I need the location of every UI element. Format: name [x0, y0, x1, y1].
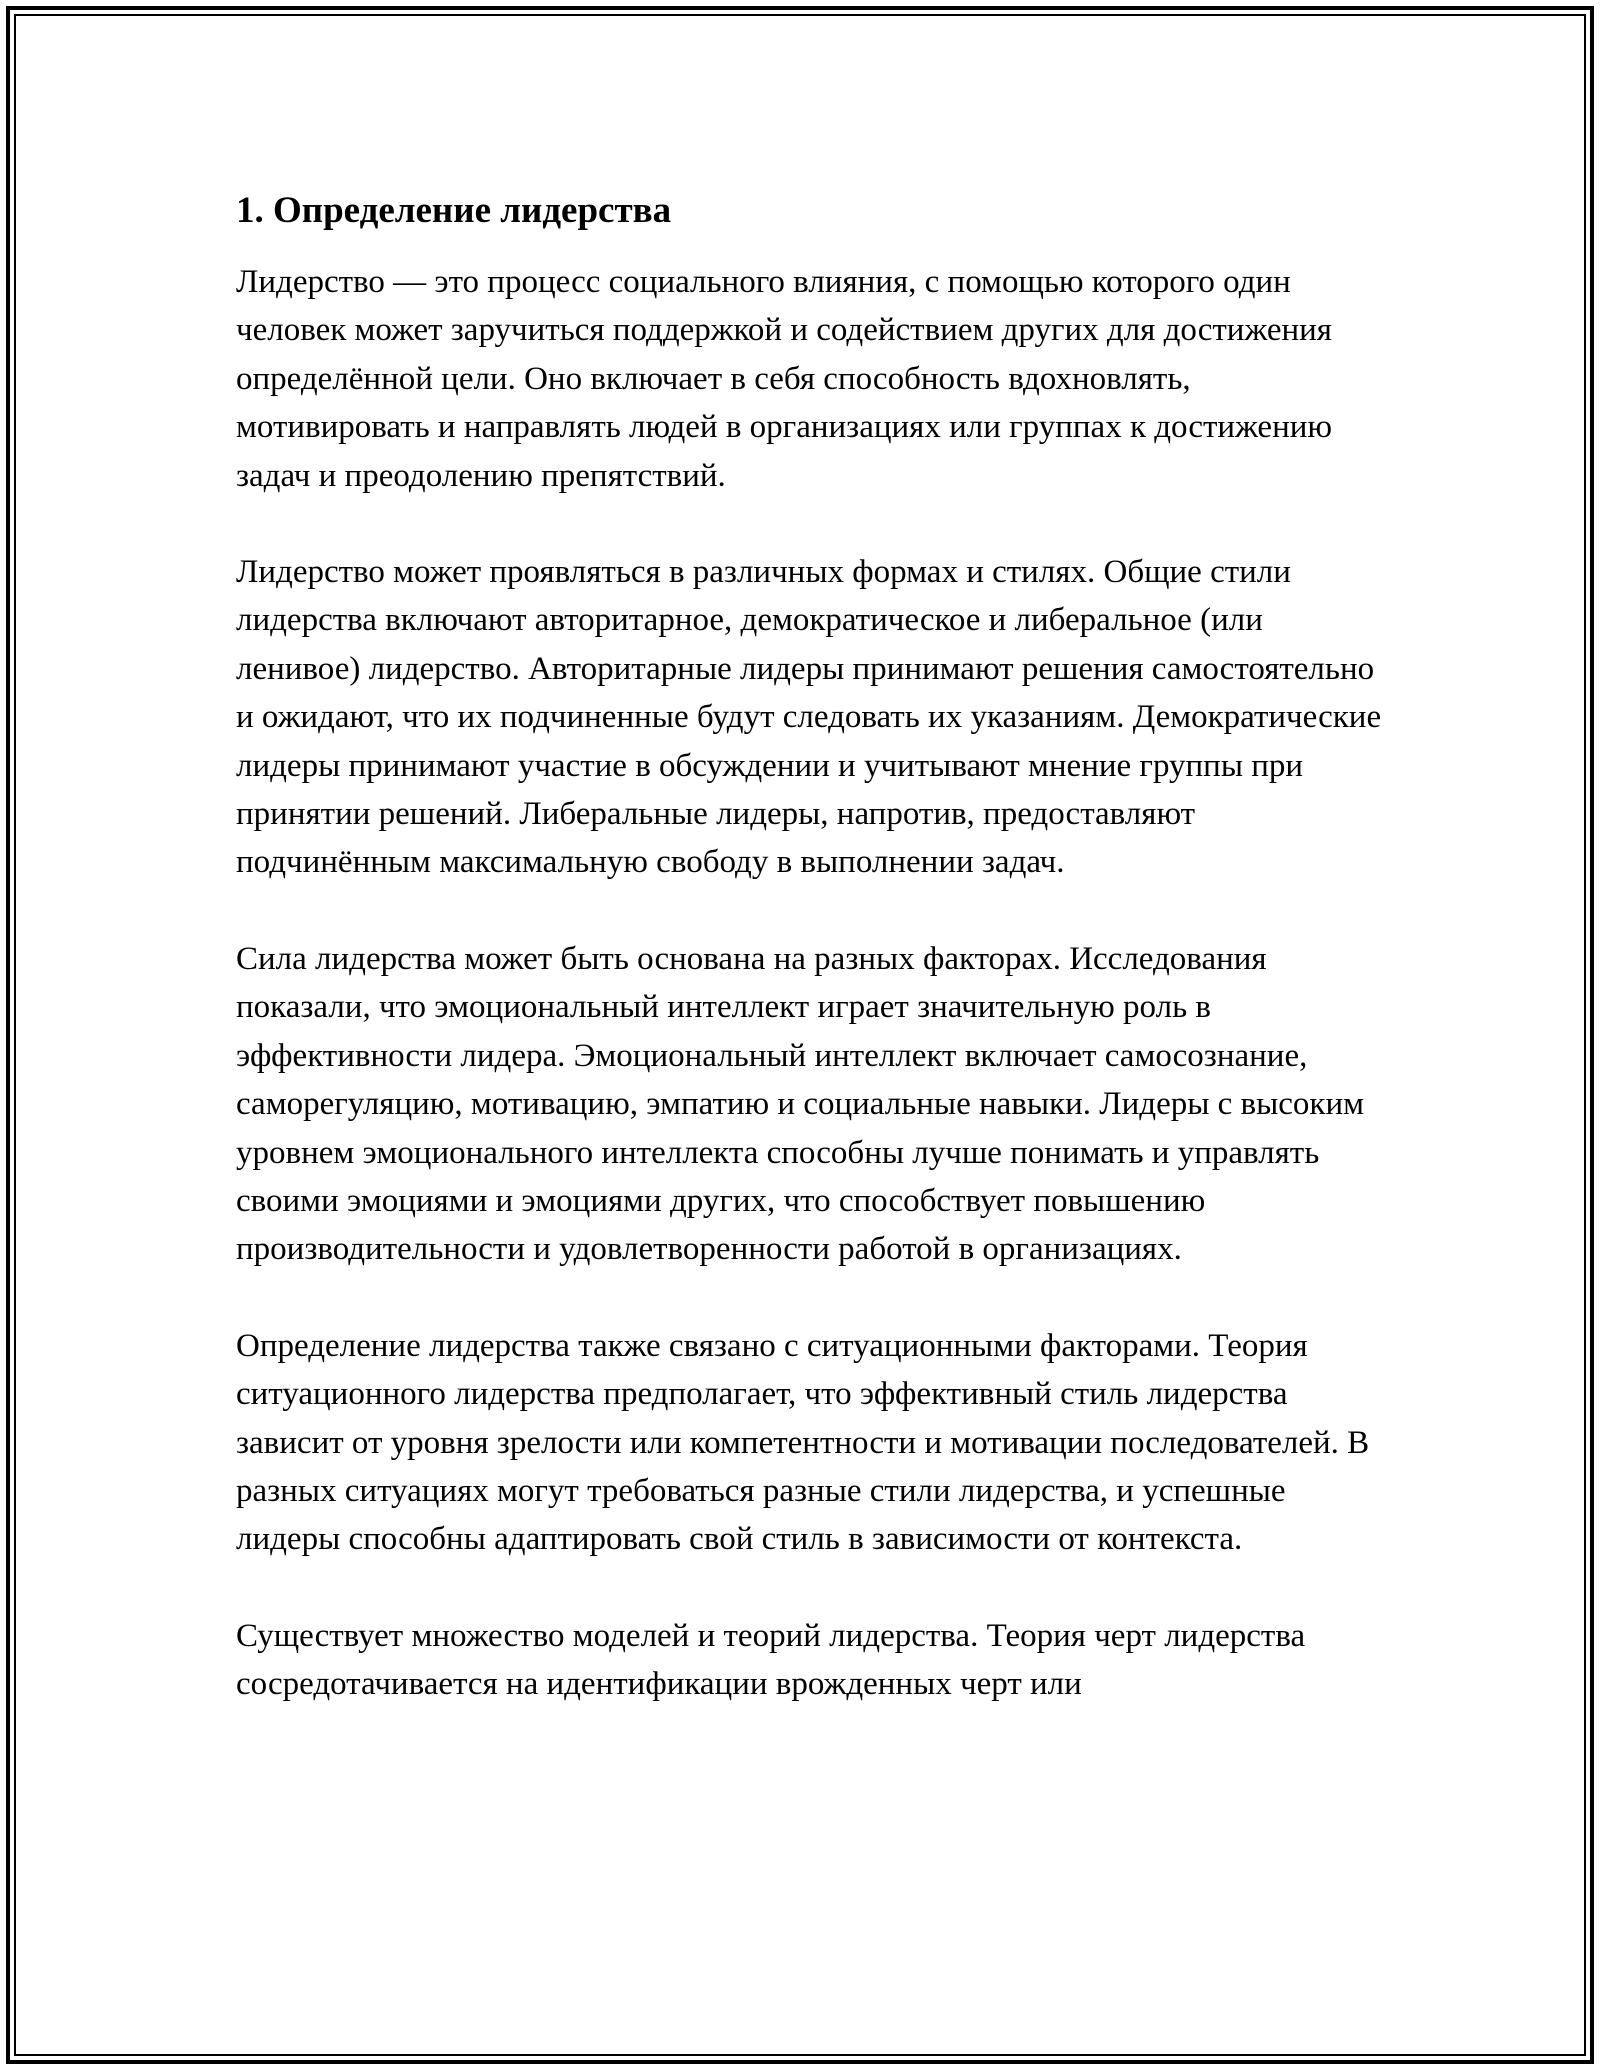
- paragraph-5: Существует множество моделей и теорий лидерства. Теория черт лидерства сосредотачивается на идентификации врожденных черт или: [236, 1617, 1306, 1703]
- paragraph-4: Определение лидерства также связано с ситуационными факторами. Теория ситуационного лидерства предполагает, что эффективный стиль лидерства зависит от уровня зрелости или компетентности и мотивации последователей. В разных ситуациях могут требоваться разные стили лидерства, и успешные лидеры способны адаптировать свой стиль в зависимости от контекста.: [236, 1327, 1370, 1558]
- paragraph-2: Лидерство может проявляться в различных формах и стилях. Общие стили лидерства включают авторитарное, демократическое и либеральное (или ленивое) лидерство. Авторитарные лидеры принимают решения самостоятельно и ожидают, что их подчиненные будут следовать их указаниям. Демократические лидеры принимают участие в обсуждении и учитывают мнение группы при принятии решений. Либеральные лидеры, напротив, предоставляют подчинённым максимальную свободу в выполнении задач.: [236, 554, 1382, 881]
- paragraph-3: Сила лидерства может быть основана на разных факторах. Исследования показали, что эмоциональный интеллект играет значительную роль в эффективности лидера. Эмоциональный интеллект включает самосознание, саморегуляцию, мотивацию, эмпатию и социальные навыки. Лидеры с высоким уровнем эмоционального интеллекта способны лучше понимать и управлять своими эмоциями и эмоциями других, что способствует повышению производительности и удовлетворенности работой в организациях.: [236, 940, 1365, 1268]
- document-body: [236, 186, 1386, 1757]
- section-heading: 1. Определение лидерства: [236, 190, 672, 231]
- paragraph-1: Лидерство — это процесс социального влияния, с помощью которого один человек может заручиться поддержкой и содействием других для достижения определённой цели. Оно включает в себя способность вдохновлять, мотивировать и направлять людей в организациях или группах к достижению задач и преодолению препятствий.: [236, 264, 1333, 494]
